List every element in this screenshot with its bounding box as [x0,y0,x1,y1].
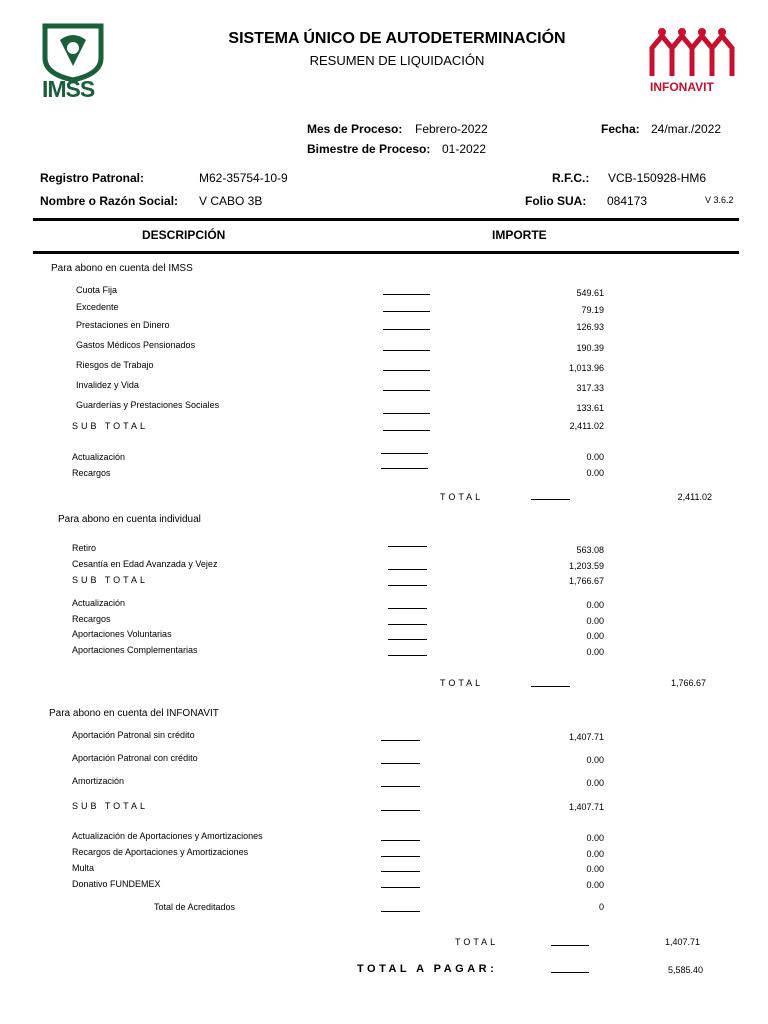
individual-total-label: TOTAL [440,678,484,688]
individual-actualizacion-value: 0.00 [586,600,604,610]
leader-line [388,585,427,586]
individual-voluntarias-value: 0.00 [586,631,604,641]
leader-line [381,871,420,872]
list-item-label: Invalidez y Vida [76,380,139,390]
individual-actualizacion-label: Actualización [72,598,126,608]
leader-line [388,624,427,625]
imss-recargos-value: 0.00 [586,468,604,478]
list-item-value: 317.33 [576,383,604,393]
leader-line [383,311,430,312]
nombre-value: V CABO 3B [199,194,263,208]
infonavit-total-value: 1,407.71 [664,937,700,947]
leader-line [383,329,430,330]
leader-line [381,786,420,787]
imss-actualizacion-value: 0.00 [586,452,604,462]
header-rule-bottom [33,251,739,254]
imss-recargos-label: Recargos [72,468,111,478]
leader-line [381,887,420,888]
list-item-label: Guarderías y Prestaciones Sociales [76,400,220,410]
folio-value: 084173 [607,194,648,208]
infonavit-donativo-label: Donativo FUNDEMEX [72,879,161,889]
nombre-label: Nombre o Razón Social: [40,194,179,208]
infonavit-logo [648,26,738,96]
leader-line [551,945,589,946]
imss-subtotal-label: SUB TOTAL [72,421,149,431]
registro-label: Registro Patronal: [40,171,145,185]
leader-line [388,569,427,570]
leader-line [388,639,427,640]
infonavit-logo-text: INFONAVIT [650,80,714,94]
page-title: SISTEMA ÚNICO DE AUTODETERMINACIÓN [228,30,566,47]
infonavit-subtotal-value: 1,407.71 [568,802,604,812]
infonavit-sin-credito-label: Aportación Patronal sin crédito [72,730,195,740]
infonavit-recargos-label: Recargos de Aportaciones y Amortizaciones [72,847,249,857]
infonavit-donativo-value: 0.00 [586,880,604,890]
leader-line [388,546,427,547]
list-item-value: 79.19 [581,305,604,315]
bimestre-value: 01-2022 [442,142,487,156]
leader-line [381,740,420,741]
mes-label: Mes de Proceso: [307,122,403,136]
leader-line [388,655,427,656]
infonavit-con-credito-label: Aportación Patronal con crédito [72,753,198,763]
infonavit-amortizacion-label: Amortización [72,776,125,786]
infonavit-heading: Para abono en cuenta del INFONAVIT [49,708,219,719]
individual-complementarias-value: 0.00 [586,647,604,657]
individual-complementarias-label: Aportaciones Complementarias [72,645,198,655]
infonavit-multa-value: 0.00 [586,864,604,874]
leader-line [381,468,428,469]
list-item-value: 190.39 [576,343,604,353]
imss-logo-text: IMSS [42,76,95,102]
imss-actualizacion-label: Actualización [72,452,126,462]
imss-heading: Para abono en cuenta del IMSS [51,263,193,274]
imss-total-value: 2,411.02 [677,492,712,502]
infonavit-sin-credito-value: 1,407.71 [568,732,604,742]
fecha-label: Fecha: [601,122,640,136]
infonavit-recargos-value: 0.00 [586,849,604,859]
column-descripcion: DESCRIPCIÓN [142,228,226,242]
mes-value: Febrero-2022 [415,122,488,136]
list-item-label: Riesgos de Trabajo [76,360,154,370]
individual-cesantia-label: Cesantía en Edad Avanzada y Vejez [72,559,218,569]
leader-line [383,294,430,295]
leader-line [383,350,430,351]
rfc-label: R.F.C.: [552,171,590,185]
individual-retiro-value: 563.08 [576,545,604,555]
individual-retiro-label: Retiro [72,543,97,553]
list-item-label: Prestaciones en Dinero [76,320,170,330]
leader-line [531,686,570,687]
column-importe: IMPORTE [492,228,547,242]
individual-subtotal-value: 1,766.67 [568,576,604,586]
leader-line [383,430,430,431]
infonavit-actualizacion-label: Actualización de Aportaciones y Amortizaciones [72,831,263,841]
total-pagar-value: 5,585.40 [667,965,703,975]
leader-line [551,972,589,973]
individual-total-value: 1,766.67 [670,678,706,688]
leader-line [381,453,428,454]
list-item-value: 133.61 [576,403,604,413]
fecha-value: 24/mar./2022 [651,122,722,136]
infonavit-total-label: TOTAL [455,937,499,947]
leader-line [531,499,570,500]
individual-subtotal-label: SUB TOTAL [72,575,149,585]
list-item-value: 126.93 [576,322,604,332]
version-label: V 3.6.2 [705,195,734,205]
leader-line [388,608,427,609]
infonavit-acreditados-label: Total de Acreditados [154,902,236,912]
registro-value: M62-35754-10-9 [199,171,288,185]
individual-heading: Para abono en cuenta individual [58,514,201,525]
list-item-value: 1,013.96 [568,363,604,373]
bimestre-label: Bimestre de Proceso: [307,142,431,156]
infonavit-actualizacion-value: 0.00 [586,833,604,843]
imss-subtotal-value: 2,411.02 [569,421,604,431]
infonavit-con-credito-value: 0.00 [586,755,604,765]
leader-line [381,810,420,811]
individual-cesantia-value: 1,203.59 [568,561,604,571]
page-subtitle: RESUMEN DE LIQUIDACIÓN [309,53,485,68]
list-item-label: Cuota Fija [76,285,118,295]
leader-line [381,840,420,841]
list-item-label: Gastos Médicos Pensionados [76,340,196,350]
folio-label: Folio SUA: [525,194,587,208]
list-item-label: Excedente [76,302,119,312]
leader-line [383,413,430,414]
total-pagar-label: TOTAL A PAGAR: [357,963,498,975]
individual-recargos-value: 0.00 [586,616,604,626]
leader-line [383,370,430,371]
individual-recargos-label: Recargos [72,614,111,624]
infonavit-acreditados-value: 0 [598,902,604,912]
leader-line [381,856,420,857]
infonavit-multa-label: Multa [72,863,95,873]
individual-voluntarias-label: Aportaciones Voluntarias [72,629,172,639]
imss-total-label: TOTAL [440,492,484,502]
list-item-value: 549.61 [576,288,604,298]
infonavit-subtotal-label: SUB TOTAL [72,801,149,811]
infonavit-amortizacion-value: 0.00 [586,778,604,788]
leader-line [381,911,420,912]
header-rule-top [33,218,739,221]
rfc-value: VCB-150928-HM6 [608,171,707,185]
leader-line [383,390,430,391]
leader-line [381,763,420,764]
